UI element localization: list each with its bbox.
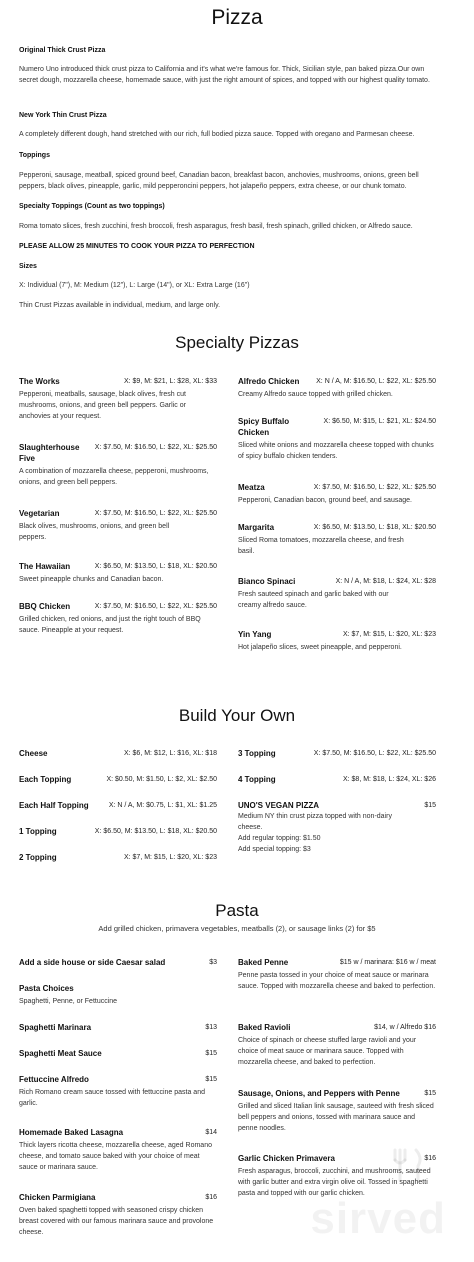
item-price: $15 [424, 1090, 436, 1097]
thick-crust-title: Original Thick Crust Pizza [19, 47, 106, 54]
item-name: 4 Topping [238, 775, 276, 784]
item-price: X: N / A, M: $0.75, L: $1, XL: $1.25 [108, 802, 217, 809]
item-name: Slaughterhouse Five [19, 443, 80, 463]
menu-item [238, 800, 436, 855]
item-name: Chicken Parmigiana [19, 1193, 96, 1202]
menu-item [19, 442, 217, 488]
item-price: X: $7.50, M: $16.50, L: $22, XL: $25.50 [313, 484, 436, 491]
item-price: X: $7.50, M: $16.50, L: $22, XL: $25.50 [94, 603, 217, 610]
item-price: $15 w / marinara: $16 w / meat [339, 959, 436, 966]
item-price: X: $9, M: $21, L: $28, XL: $33 [123, 378, 217, 385]
menu-item [19, 1022, 217, 1033]
item-price: X: $0.50, M: $1.50, L: $2, XL: $2.50 [106, 776, 217, 783]
item-name: BBQ Chicken [19, 602, 71, 611]
sizes-desc: X: Individual (7"), M: Medium (12"), L: Large (14"), or XL: Extra Large (16") [19, 282, 250, 289]
build-heading: Build Your Own [178, 706, 296, 725]
item-price: $15 [205, 1050, 217, 1057]
item-price: $13 [205, 1024, 217, 1031]
item-desc: Black olives, mushrooms, onions, and green bell peppers. [19, 523, 170, 541]
item-price: $16 [424, 1155, 436, 1162]
menu-item [238, 629, 436, 653]
item-desc: Medium NY thin crust pizza topped with non-dairy cheese. [238, 813, 392, 831]
item-name: Homemade Baked Lasagna [19, 1128, 124, 1137]
menu-item [19, 561, 217, 585]
item-name: Sausage, Onions, and Peppers with Penne [238, 1089, 400, 1098]
menu-item [238, 376, 436, 400]
item-desc: Rich Romano cream sauce tossed with fettuccine pasta and garlic. [19, 1089, 205, 1107]
menu-item [238, 748, 436, 759]
specialty-toppings-title: Specialty Toppings (Count as two toppings) [19, 203, 165, 210]
menu-item [238, 576, 436, 611]
specialty-toppings-desc: Roma tomato slices, fresh zucchini, fresh broccoli, fresh asparagus, fresh basil, fresh spinach, grilled chicken, or Alfredo sauce. [19, 223, 413, 230]
item-desc: Pepperoni, Canadian bacon, ground beef, and sausage. [238, 497, 412, 504]
allow-notice: PLEASE ALLOW 25 MINUTES TO COOK YOUR PIZZA TO PERFECTION [19, 243, 255, 250]
menu-item [19, 1127, 217, 1173]
item-price: $15 [205, 1076, 217, 1083]
menu-item [19, 957, 217, 968]
item-desc: Thick layers ricotta cheese, mozzarella cheese, aged Romano cheese, and tomato sauce baked with your choice of meat sauce or marinara sauce. [19, 1142, 212, 1171]
item-name: Spaghetti Meat Sauce [19, 1049, 102, 1058]
item-price: X: $7.50, M: $16.50, L: $22, XL: $25.50 [313, 750, 436, 757]
item-desc: Add regular topping: $1.50 [238, 835, 321, 842]
item-name: The Works [19, 377, 60, 386]
item-desc: Sweet pineapple chunks and Canadian bacon. [19, 576, 164, 583]
item-price: X: $7, M: $15, L: $20, XL: $23 [342, 631, 436, 638]
item-name: Fettuccine Alfredo [19, 1075, 89, 1084]
item-name: Spicy Buffalo Chicken [238, 417, 290, 437]
item-price: $14 [205, 1129, 217, 1136]
item-name: Alfredo Chicken [238, 377, 300, 386]
item-desc: Hot jalapeño slices, sweet pineapple, and pepperoni. [238, 644, 402, 651]
item-price: X: $6.50, M: $13.50, L: $18, XL: $20.50 [313, 524, 436, 531]
item-name: Baked Ravioli [238, 1023, 291, 1032]
item-price: X: $6.50, M: $13.50, L: $18, XL: $20.50 [94, 563, 217, 570]
item-desc: A combination of mozzarella cheese, pepperoni, mushrooms, onions, and green bell peppers. [19, 468, 209, 486]
menu-item [238, 416, 436, 462]
item-desc: Grilled chicken, red onions, and just the right touch of BBQ sauce. Pineapple at your request. [19, 616, 201, 634]
menu-item [238, 774, 436, 785]
item-price: $15 [424, 802, 436, 809]
item-price: $14, w / Alfredo $16 [374, 1024, 436, 1031]
menu-item [19, 800, 217, 811]
menu-item [19, 774, 217, 785]
menu-item [238, 1022, 436, 1068]
item-name: The Hawaiian [19, 562, 71, 571]
item-desc: Pepperoni, meatballs, sausage, black olives, fresh cut mushrooms, onions, and green bell peppers. Garlic or anchovies at your request. [19, 391, 186, 420]
item-name: Baked Penne [238, 958, 289, 967]
menu-item [19, 983, 217, 1007]
menu-item [19, 508, 217, 543]
item-price: X: $7.50, M: $16.50, L: $22, XL: $25.50 [94, 444, 217, 451]
item-desc: Grilled and sliced Italian link sausage, sauteed with fresh sliced bell peppers and onions, tossed with marinara sauce and penne noodles. [238, 1103, 434, 1132]
item-name: Spaghetti Marinara [19, 1023, 92, 1032]
item-price: X: $8, M: $18, L: $24, XL: $26 [342, 776, 436, 783]
fork-knife-icon [392, 1148, 426, 1182]
item-price: X: $6.50, M: $13.50, L: $18, XL: $20.50 [94, 828, 217, 835]
item-desc: Add special topping: $3 [238, 846, 311, 853]
menu-item [19, 1192, 217, 1238]
item-name: 3 Topping [238, 749, 276, 758]
item-name: Bianco Spinaci [238, 577, 296, 586]
item-price: X: $7.50, M: $16.50, L: $22, XL: $25.50 [94, 510, 217, 517]
menu-item [19, 1074, 217, 1109]
thin-note: Thin Crust Pizzas available in individual, medium, and large only. [19, 302, 221, 309]
menu-item [19, 852, 217, 863]
item-name: 1 Topping [19, 827, 57, 836]
item-price: X: $6.50, M: $15, L: $21, XL: $24.50 [323, 418, 436, 425]
menu-item [238, 482, 436, 506]
item-name: Meatza [238, 483, 265, 492]
pasta-heading: Pasta [215, 901, 259, 920]
item-name: Add a side house or side Caesar salad [19, 958, 166, 967]
thick-crust-desc: Numero Uno introduced thick crust pizza to California and it's what we're famous for. Thick, Sicilian style, pan baked pizza.Our own secret dough, mozzarella cheese, homemade sauce, with just the right amount of spices, and topped with our highest quality tomato. [19, 66, 430, 84]
item-name: Pasta Choices [19, 984, 74, 993]
item-desc: Sliced Roma tomatoes, mozzarella cheese, and fresh basil. [238, 537, 404, 555]
menu-item [19, 376, 217, 422]
menu-item [238, 522, 436, 557]
item-name: Each Half Topping [19, 801, 89, 810]
item-name: Yin Yang [238, 630, 272, 639]
thin-crust-title: New York Thin Crust Pizza [19, 112, 107, 119]
sizes-title: Sizes [19, 263, 37, 270]
pizza-heading: Pizza [211, 6, 263, 29]
item-name: Garlic Chicken Primavera [238, 1154, 335, 1163]
toppings-title: Toppings [19, 152, 50, 159]
watermark-logo: sirved [310, 1194, 446, 1243]
item-name: Margarita [238, 523, 275, 532]
item-name: UNO'S VEGAN PIZZA [238, 801, 320, 810]
menu-item [19, 826, 217, 837]
item-price: $3 [209, 959, 217, 966]
toppings-desc: Pepperoni, sausage, meatball, spiced ground beef, Canadian bacon, breakfast bacon, anchovies, mushrooms, onions, green bell peppers, black olives, pineapple, garlic, mild pepperoncini peppers, hot jalapeño peppers, extra cheese, or our chunk tomato. [19, 172, 419, 190]
item-name: Each Topping [19, 775, 72, 784]
menu-item [238, 957, 436, 992]
menu-item [238, 1088, 436, 1134]
item-name: 2 Topping [19, 853, 57, 862]
menu-item [19, 1048, 217, 1059]
item-price: X: $7, M: $15, L: $20, XL: $23 [123, 854, 217, 861]
thin-crust-desc: A completely different dough, hand stretched with our rich, full bodied pizza sauce. Topped with oregano and Parmesan cheese. [19, 131, 415, 138]
pasta-subheading: Add grilled chicken, primavera vegetables, meatballs (2), or sausage links (2) for $5 [98, 924, 376, 933]
item-desc: Creamy Alfredo sauce topped with grilled chicken. [238, 391, 393, 398]
item-name: Cheese [19, 749, 48, 758]
item-desc: Sliced white onions and mozzarella cheese topped with chunks of spicy buffalo chicken tenders. [238, 442, 434, 460]
item-desc: Fresh sauteed spinach and garlic baked with our creamy alfredo sauce. [238, 591, 389, 609]
item-desc: Fresh asparagus, broccoli, zucchini, and mushrooms, sauteed with garlic butter and extra virgin olive oil. Tossed in spaghetti pasta and topped with our garlic chicken. [238, 1168, 431, 1197]
item-desc: Penne pasta tossed in your choice of meat sauce or marinara sauce. Topped with mozzarella cheese and baked to perfection. [238, 972, 436, 990]
item-price: $16 [205, 1194, 217, 1201]
item-desc: Spaghetti, Penne, or Fettuccine [19, 998, 118, 1005]
item-name: Vegetarian [19, 509, 60, 518]
item-price: X: $6, M: $12, L: $16, XL: $18 [123, 750, 217, 757]
menu-item [19, 748, 217, 759]
item-price: X: N / A, M: $18, L: $24, XL: $28 [335, 578, 436, 585]
item-price: X: N / A, M: $16.50, L: $22, XL: $25.50 [316, 378, 436, 385]
menu-item [19, 601, 217, 636]
item-desc: Choice of spinach or cheese stuffed large ravioli and your choice of meat sauce or marinara sauce. Topped with mozzarella cheese, and baked to perfection. [238, 1037, 417, 1066]
item-desc: Oven baked spaghetti topped with seasoned crispy chicken breast covered with our famous marinara sauce and provolone cheese. [19, 1207, 214, 1236]
specialty-heading: Specialty Pizzas [175, 333, 299, 352]
